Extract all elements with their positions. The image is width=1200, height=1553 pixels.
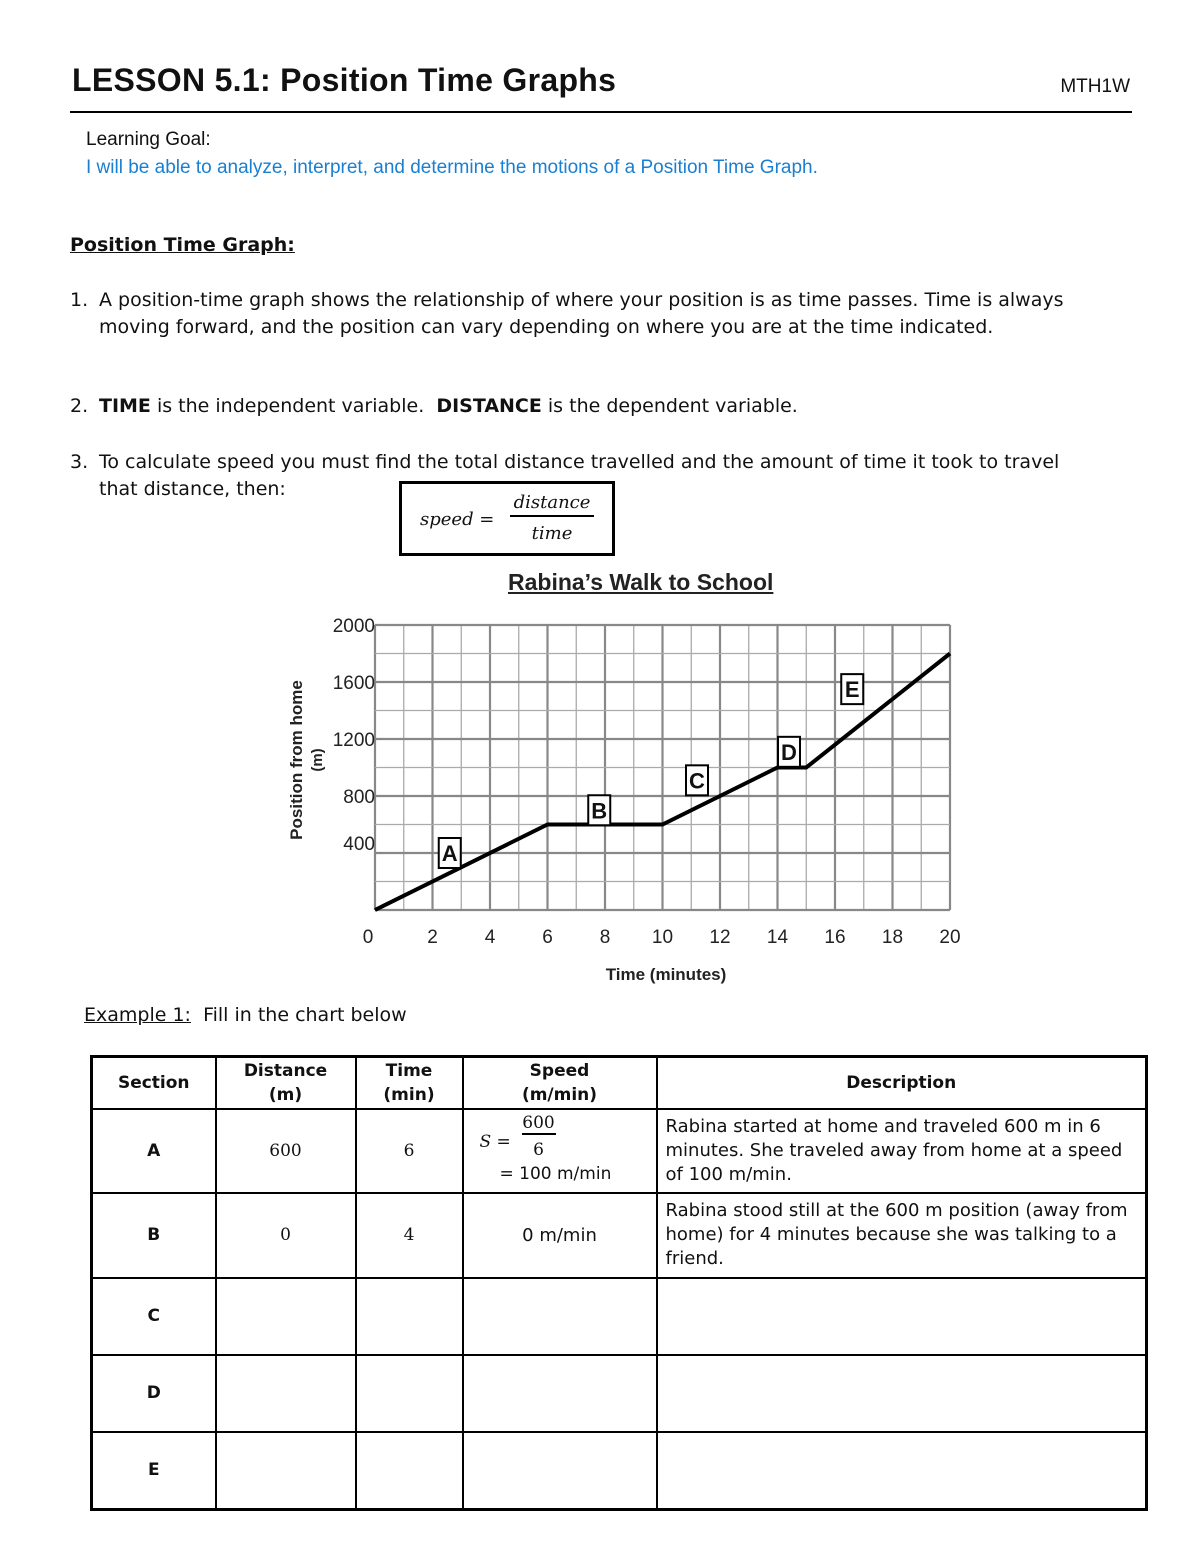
description-cell[interactable]: [657, 1432, 1147, 1510]
description-cell[interactable]: [657, 1355, 1147, 1432]
x-tick-label: 8: [599, 927, 611, 948]
speed-cell[interactable]: 0 m/min: [463, 1193, 657, 1278]
time-cell[interactable]: 6: [356, 1109, 463, 1193]
section-cell: B: [92, 1193, 216, 1278]
header-distance: Distance (m): [216, 1057, 356, 1109]
y-axis-label: Position from home: [287, 680, 306, 840]
header-description: Description: [657, 1057, 1147, 1109]
formula-denominator: time: [531, 523, 573, 544]
table-row: [92, 1278, 1147, 1355]
course-code: MTH1W: [1060, 76, 1130, 97]
table-row: [92, 1432, 1147, 1510]
x-tick-label: 18: [881, 927, 904, 948]
position-time-chart: [0, 600, 1200, 1000]
example-text: Fill in the chart below: [203, 1004, 407, 1026]
speed-cell[interactable]: [463, 1355, 657, 1432]
point-1: [70, 287, 1130, 340]
example-table: [90, 1055, 1148, 1511]
y-tick-label: 1600: [332, 673, 375, 694]
y-tick-label: 1200: [332, 730, 375, 751]
x-tick-label: 20: [939, 927, 961, 948]
distance-cell[interactable]: [216, 1278, 356, 1355]
distance-cell[interactable]: 600: [216, 1109, 356, 1193]
header-section: Section: [92, 1057, 216, 1109]
chart-ticks: [333, 616, 961, 948]
point-number: 1.: [70, 289, 89, 311]
point-text-mid: is the independent variable.: [150, 395, 437, 417]
distance-cell[interactable]: [216, 1355, 356, 1432]
speed-result: = 100 m/min: [499, 1163, 612, 1184]
learning-goal-label: Learning Goal:: [86, 129, 211, 150]
section-cell: D: [92, 1355, 216, 1432]
speed-numerator: 600: [522, 1112, 555, 1133]
annotation-label-d: D: [781, 739, 797, 765]
point-number: 3.: [70, 451, 89, 473]
point-text-end: is the dependent variable.: [541, 395, 798, 417]
distance-term: DISTANCE: [436, 395, 542, 417]
description-cell[interactable]: [657, 1278, 1147, 1355]
x-tick-label: 0: [362, 927, 374, 948]
x-tick-label: 4: [484, 927, 496, 948]
x-tick-label: 6: [542, 927, 553, 948]
time-cell[interactable]: [356, 1432, 463, 1510]
point-text: [99, 393, 1130, 420]
chart-annotations: [439, 674, 864, 868]
table-row: [92, 1109, 1147, 1193]
table-header-row: [92, 1057, 1147, 1109]
section-cell: E: [92, 1432, 216, 1510]
y-tick-label: 400: [343, 834, 375, 855]
formula-numerator: distance: [510, 492, 594, 517]
description-cell[interactable]: Rabina started at home and traveled 600 m in 6 minutes. She traveled away from home at a speed of 100 m/min.: [657, 1109, 1147, 1193]
annotation-label-b: B: [591, 798, 608, 824]
section-cell: C: [92, 1278, 216, 1355]
header-time: Time (min): [356, 1057, 463, 1109]
point-text: To calculate speed you must find the total distance travelled and the amount of time it took to travel that distance, then:: [99, 451, 1060, 500]
point-2: [70, 393, 1130, 420]
distance-cell[interactable]: 0: [216, 1193, 356, 1278]
description-cell[interactable]: Rabina stood still at the 600 m position (away from home) for 4 minutes because she was talking to a friend.: [657, 1193, 1147, 1278]
header-speed: Speed (m/min): [463, 1057, 657, 1109]
annotation-label-e: E: [844, 677, 860, 703]
time-cell[interactable]: [356, 1355, 463, 1432]
page-title: LESSON 5.1: Position Time Graphs: [72, 62, 617, 98]
speed-formula: [399, 481, 615, 556]
x-tick-label: 10: [651, 927, 674, 948]
y-tick-label: 800: [343, 787, 375, 808]
point-text: A position-time graph shows the relationship of where your position is as time passes. Time is always moving forward, and the position can vary depending on where you are at the time indicated.: [99, 289, 1064, 338]
speed-cell[interactable]: [463, 1432, 657, 1510]
speed-s: S =: [479, 1131, 511, 1152]
x-tick-label: 14: [766, 927, 789, 948]
time-term: TIME: [99, 395, 151, 417]
example-label: Example 1:: [84, 1004, 191, 1026]
title-divider: [70, 111, 1132, 113]
time-cell[interactable]: [356, 1278, 463, 1355]
annotation-label-a: A: [441, 841, 458, 866]
speed-cell[interactable]: [463, 1278, 657, 1355]
y-axis-unit: (m): [309, 748, 326, 772]
speed-cell[interactable]: [463, 1109, 657, 1193]
x-tick-label: 12: [709, 927, 731, 948]
speed-denominator: 6: [533, 1139, 544, 1160]
formula-lhs: speed =: [420, 509, 495, 530]
learning-goal-text: I will be able to analyze, interpret, and determine the motions of a Position Time Graph.: [86, 157, 818, 178]
section-heading: Position Time Graph:: [70, 234, 295, 256]
time-cell[interactable]: 4: [356, 1193, 463, 1278]
x-tick-label: 2: [427, 927, 438, 948]
distance-cell[interactable]: [216, 1432, 356, 1510]
chart-title: Rabina’s Walk to School: [508, 569, 774, 595]
section-cell: A: [92, 1109, 216, 1193]
y-tick-label: 2000: [332, 616, 375, 637]
x-axis-label: Time (minutes): [605, 965, 727, 984]
table-row: [92, 1193, 1147, 1278]
annotation-label-c: C: [689, 768, 705, 794]
x-tick-label: 16: [824, 927, 846, 948]
table-row: [92, 1355, 1147, 1432]
point-number: 2.: [70, 395, 89, 417]
example-heading: [84, 1004, 407, 1026]
